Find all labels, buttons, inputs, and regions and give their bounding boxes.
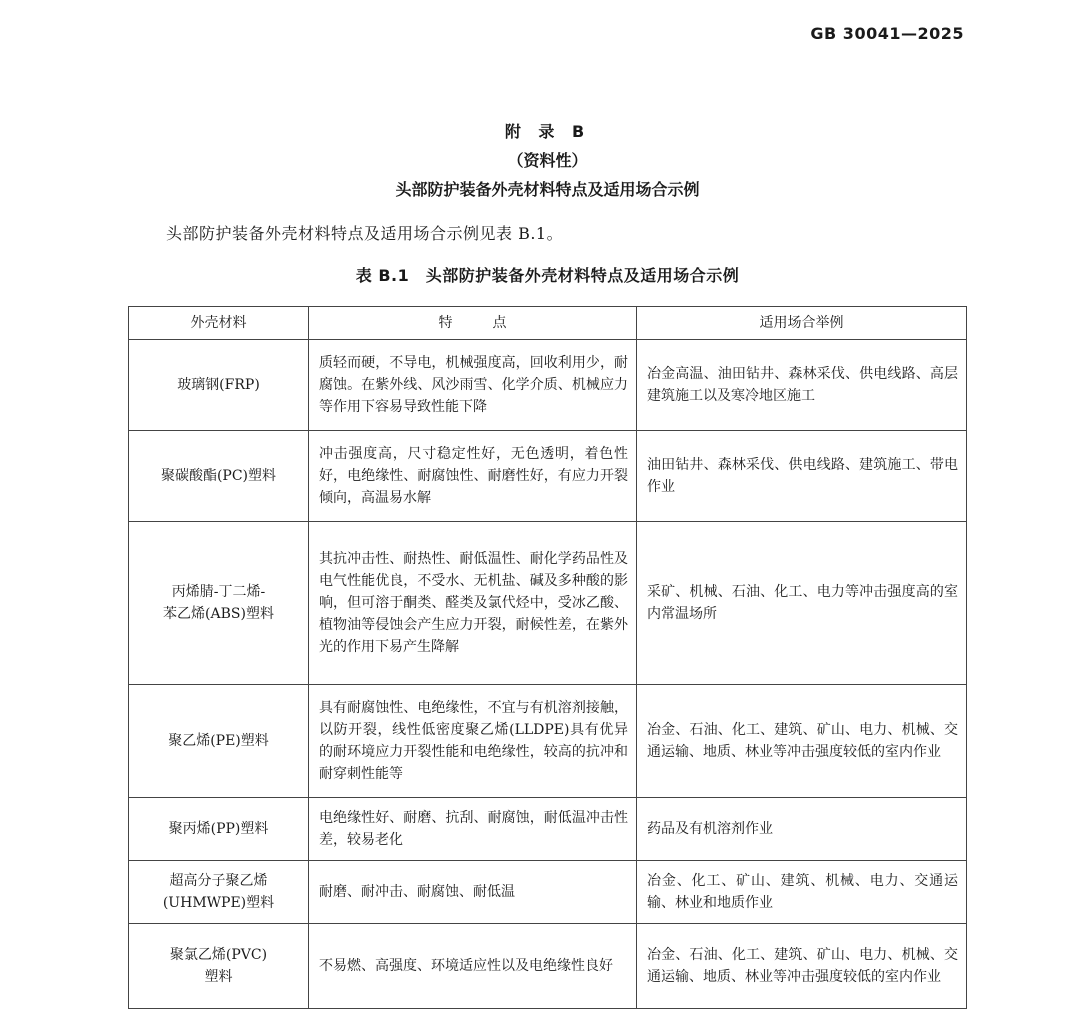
appendix-subject: 头部防护装备外壳材料特点及适用场合示例 [395, 180, 700, 199]
features-cell: 电绝缘性好、耐磨、抗刮、耐腐蚀，耐低温冲击性差，较易老化 [309, 798, 637, 861]
material-line: 塑料 [204, 969, 233, 985]
table-caption: 表 B.1 头部防护装备外壳材料特点及适用场合示例 [355, 266, 740, 285]
features-cell: 耐磨、耐冲击、耐腐蚀、耐低温 [309, 861, 637, 924]
table-row [129, 340, 967, 431]
table-row [129, 431, 967, 522]
features-cell: 具有耐腐蚀性、电绝缘性，不宜与有机溶剂接触，以防开裂，线性低密度聚乙烯(LLDPE)具有优异的耐环境应力开裂性能和电绝缘性，较高的抗冲和耐穿刺性能等 [309, 685, 637, 798]
material-cell: 玻璃钢(FRP) [129, 340, 309, 431]
material-cell [129, 861, 309, 924]
table-row [129, 685, 967, 798]
applications-cell: 冶金、化工、矿山、建筑、机械、电力、交通运输、林业和地质作业 [637, 861, 967, 924]
material-line: 丙烯腈-丁二烯- [171, 584, 266, 600]
features-cell: 质轻而硬，不导电，机械强度高，回收利用少，耐腐蚀。在紫外线、风沙雨雪、化学介质、机械应力等作用下容易导致性能下降 [309, 340, 637, 431]
applications-cell: 冶金、石油、化工、建筑、矿山、电力、机械、交通运输、地质、林业等冲击强度较低的室内作业 [637, 924, 967, 1009]
material-line: 超高分子聚乙烯 [169, 873, 268, 889]
applications-cell: 油田钻井、森林采伐、供电线路、建筑施工、带电作业 [637, 431, 967, 522]
table-header-row [129, 307, 967, 340]
features-cell: 不易燃、高强度、环境适应性以及电绝缘性良好 [309, 924, 637, 1009]
material-cell [129, 522, 309, 685]
header-features: 特点 [309, 307, 637, 340]
applications-cell: 冶金高温、油田钻井、森林采伐、供电线路、高层建筑施工以及寒冷地区施工 [637, 340, 967, 431]
material-cell: 聚乙烯(PE)塑料 [129, 685, 309, 798]
material-cell: 聚丙烯(PP)塑料 [129, 798, 309, 861]
header-applications: 适用场合举例 [637, 307, 967, 340]
table-row [129, 861, 967, 924]
features-cell: 冲击强度高，尺寸稳定性好，无色透明，着色性好，电绝缘性、耐腐蚀性、耐磨性好，有应力开裂倾向，高温易水解 [309, 431, 637, 522]
applications-cell: 采矿、机械、石油、化工、电力等冲击强度高的室内常温场所 [637, 522, 967, 685]
applications-cell: 药品及有机溶剂作业 [637, 798, 967, 861]
material-line: (UHMWPE)塑料 [162, 895, 275, 911]
material-cell [129, 924, 309, 1009]
material-cell: 聚碳酸酯(PC)塑料 [129, 431, 309, 522]
intro-paragraph: 头部防护装备外壳材料特点及适用场合示例见表 B.1。 [166, 224, 564, 243]
applications-cell: 冶金、石油、化工、建筑、矿山、电力、机械、交通运输、地质、林业等冲击强度较低的室内作业 [637, 685, 967, 798]
features-cell: 其抗冲击性、耐热性、耐低温性、耐化学药品性及电气性能优良，不受水、无机盐、碱及多种酸的影响，但可溶于酮类、醛类及氯代烃中，受冰乙酸、植物油等侵蚀会产生应力开裂，耐候性差，在紫外光的作用下易产生降解 [309, 522, 637, 685]
table-row [129, 798, 967, 861]
table-row [129, 924, 967, 1009]
appendix-title: 附 录 B [504, 122, 591, 141]
material-line: 聚氯乙烯(PVC) [169, 947, 268, 963]
table-row [129, 522, 967, 685]
appendix-nature: （资料性） [507, 151, 588, 170]
material-table [128, 306, 967, 1009]
header-material: 外壳材料 [129, 307, 309, 340]
standard-code: GB 30041—2025 [810, 24, 964, 43]
material-line: 苯乙烯(ABS)塑料 [163, 606, 274, 622]
